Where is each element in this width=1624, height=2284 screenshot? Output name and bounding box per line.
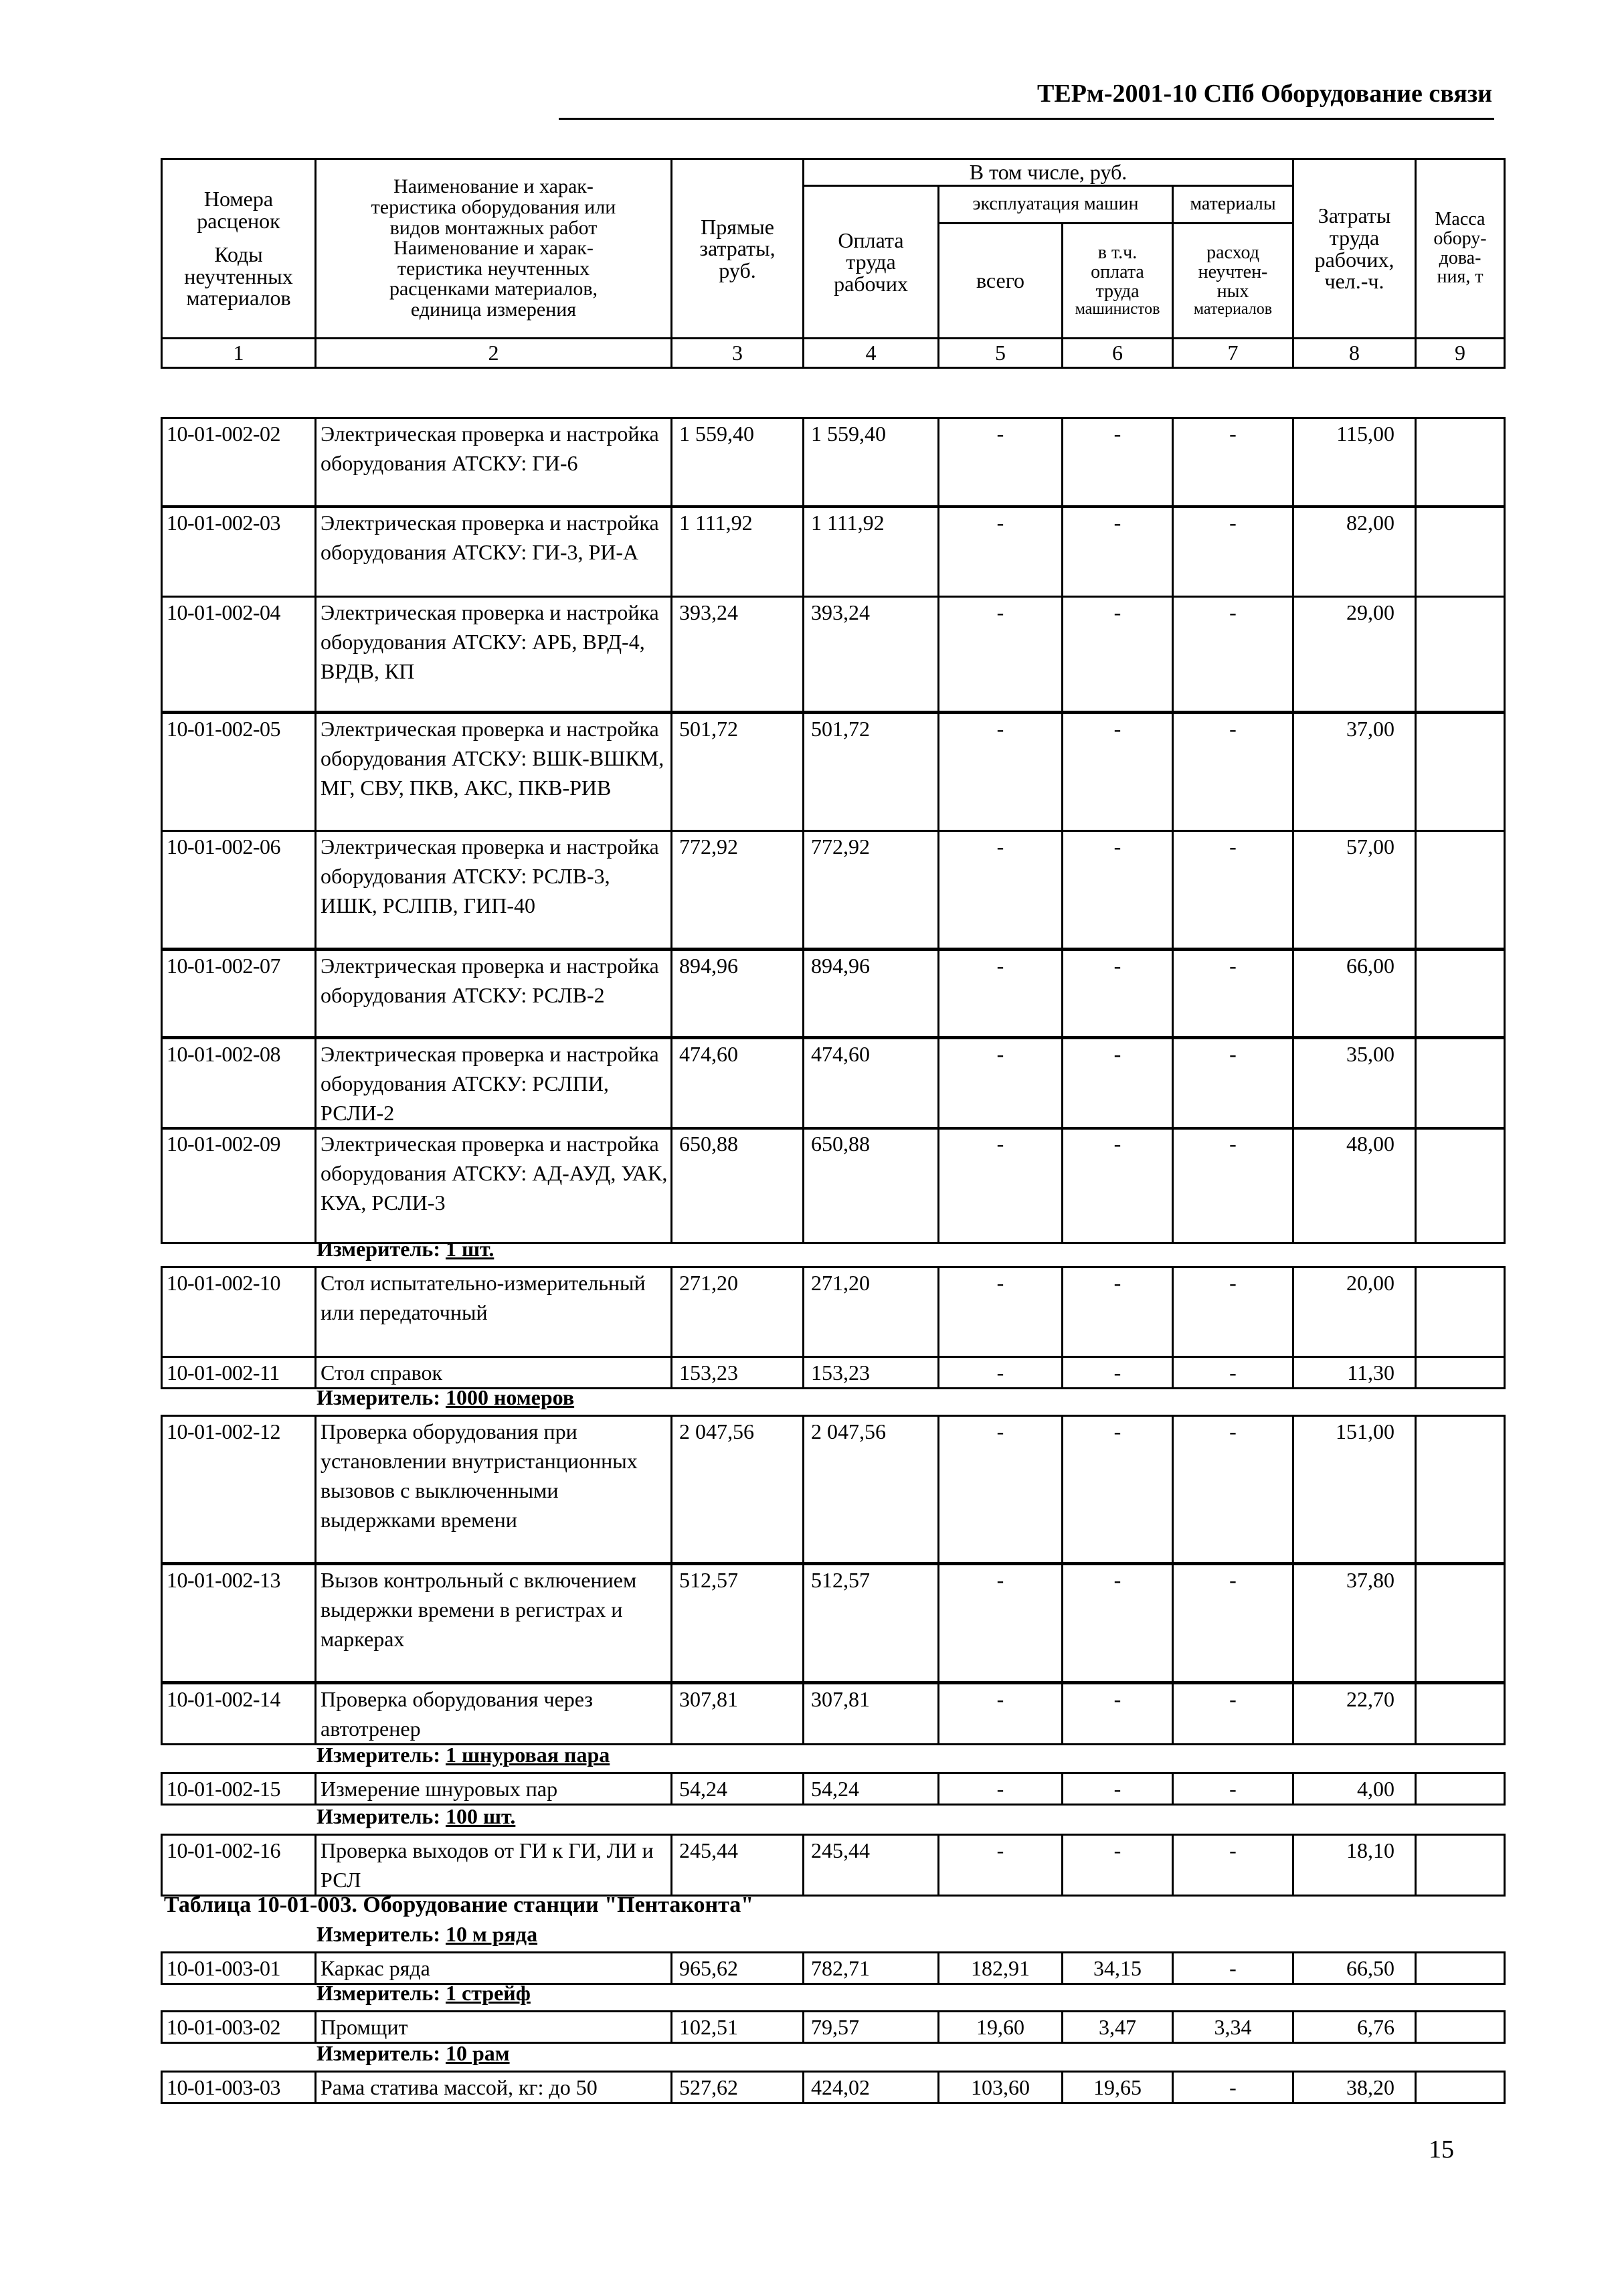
equipment-mass [1416,2012,1505,2043]
work-name: Электрическая проверка и настройка оборудования АТСКУ: ВШК-ВШКМ, МГ, СВУ, ПКВ, АКС, ПКВ-РИВ [316,713,672,831]
labor-hours: 4,00 [1293,1773,1416,1805]
direct-costs: 271,20 [672,1267,804,1357]
rate-code: 10-01-002-16 [162,1835,316,1896]
direct-costs: 501,72 [672,713,804,831]
labor-pay: 153,23 [804,1357,939,1389]
rate-code: 10-01-002-11 [162,1357,316,1389]
machinist-pay: - [1063,713,1173,831]
labor-pay: 245,44 [804,1835,939,1896]
machinist-pay: - [1063,507,1173,597]
rate-code: 10-01-002-03 [162,507,316,597]
header-mass: Масса обору- дова- ния, т [1416,159,1505,339]
labor-hours: 57,00 [1293,831,1416,949]
table-row [161,1772,1506,1806]
machinist-pay: 3,47 [1063,2012,1173,2043]
labor-pay: 772,92 [804,831,939,949]
material-costs: - [1173,597,1293,712]
rate-code: 10-01-003-01 [162,1953,316,1984]
header-rule [559,118,1494,120]
colnum-9: 9 [1416,339,1505,368]
table-row [161,1037,1506,1130]
rate-code: 10-01-002-04 [162,597,316,712]
header-machines-total: всего [939,224,1063,339]
measure-label: Измеритель: 1 стрейф [317,1981,531,2005]
labor-hours: 35,00 [1293,1039,1416,1129]
machine-costs: - [939,418,1063,507]
machine-costs: - [939,831,1063,949]
equipment-mass [1416,597,1505,712]
direct-costs: 965,62 [672,1953,804,1984]
direct-costs: 307,81 [672,1684,804,1745]
machinist-pay: - [1063,1835,1173,1896]
colnum-1: 1 [162,339,316,368]
labor-hours: 115,00 [1293,418,1416,507]
rate-code: 10-01-002-06 [162,831,316,949]
material-costs: - [1173,1565,1293,1682]
material-costs: - [1173,1357,1293,1389]
equipment-mass [1416,831,1505,949]
machinist-pay: - [1063,1039,1173,1129]
material-costs: - [1173,713,1293,831]
measure-label: Измеритель: 1 шт. [317,1237,494,1261]
equipment-mass [1416,418,1505,507]
work-name: Электрическая проверка и настройка оборудования АТСКУ: АД-АУД, УАК, КУА, РСЛИ-3 [316,1128,672,1243]
equipment-mass [1416,1128,1505,1243]
rate-code: 10-01-003-03 [162,2072,316,2103]
labor-hours: 22,70 [1293,1684,1416,1745]
table-row [161,2010,1506,2044]
direct-costs: 527,62 [672,2072,804,2103]
machine-costs: - [939,1684,1063,1745]
material-costs: - [1173,1128,1293,1243]
equipment-mass [1416,1684,1505,1745]
material-costs: - [1173,831,1293,949]
page-number: 15 [1429,2135,1454,2164]
labor-pay: 474,60 [804,1039,939,1129]
running-header: ТЕРм-2001-10 СПб Оборудование связи [1037,80,1492,108]
material-costs: - [1173,2072,1293,2103]
equipment-mass [1416,1953,1505,1984]
colnum-4: 4 [804,339,939,368]
colnum-2: 2 [316,339,672,368]
direct-costs: 512,57 [672,1565,804,1682]
table-row [161,2071,1506,2104]
direct-costs: 474,60 [672,1039,804,1129]
rate-code: 10-01-002-14 [162,1684,316,1745]
rate-code: 10-01-002-09 [162,1128,316,1243]
rate-code: 10-01-002-15 [162,1773,316,1805]
machine-costs: 182,91 [939,1953,1063,1984]
labor-pay: 54,24 [804,1773,939,1805]
equipment-mass [1416,1039,1505,1129]
colnum-8: 8 [1293,339,1416,368]
equipment-mass [1416,1416,1505,1563]
labor-pay: 271,20 [804,1267,939,1357]
material-costs: - [1173,1773,1293,1805]
header-machinist-pay: в т.ч. оплата труда машинистов [1063,224,1173,339]
machinist-pay: 34,15 [1063,1953,1173,1984]
direct-costs: 894,96 [672,950,804,1037]
labor-hours: 82,00 [1293,507,1416,597]
labor-hours: 37,00 [1293,713,1416,831]
machinist-pay: - [1063,418,1173,507]
header-labor-pay: Оплата труда рабочих [804,186,939,339]
header-machines: эксплуатация машин [939,186,1173,224]
labor-pay: 501,72 [804,713,939,831]
machinist-pay: - [1063,1357,1173,1389]
material-costs: - [1173,950,1293,1037]
equipment-mass [1416,1357,1505,1389]
direct-costs: 245,44 [672,1835,804,1896]
equipment-mass [1416,950,1505,1037]
labor-pay: 894,96 [804,950,939,1037]
labor-pay: 1 111,92 [804,507,939,597]
table-row [161,1127,1506,1244]
measure-label: Измеритель: 1000 номеров [317,1385,575,1409]
labor-pay: 424,02 [804,2072,939,2103]
machine-costs: - [939,1039,1063,1129]
material-costs: - [1173,1953,1293,1984]
machine-costs: - [939,1835,1063,1896]
header-materials: материалы [1173,186,1293,224]
material-costs: - [1173,1267,1293,1357]
labor-hours: 38,20 [1293,2072,1416,2103]
work-name: Стол испытательно-измерительный или передаточный [316,1267,672,1357]
labor-pay: 393,24 [804,597,939,712]
machine-costs: - [939,1773,1063,1805]
equipment-mass [1416,1565,1505,1682]
direct-costs: 393,24 [672,597,804,712]
table-row [161,712,1506,832]
table-row [161,506,1506,598]
labor-pay: 650,88 [804,1128,939,1243]
machine-costs: 103,60 [939,2072,1063,2103]
table-row [161,1563,1506,1683]
material-costs: - [1173,418,1293,507]
work-name: Измерение шнуровых пар [316,1773,672,1805]
direct-costs: 153,23 [672,1357,804,1389]
equipment-mass [1416,713,1505,831]
table-row [161,1356,1506,1389]
table-caption: Таблица 10-01-003. Оборудование станции "Пентаконта" [164,1893,754,1917]
rate-code: 10-01-002-05 [162,713,316,831]
labor-pay: 307,81 [804,1684,939,1745]
equipment-mass [1416,507,1505,597]
machinist-pay: - [1063,597,1173,712]
rate-code: 10-01-002-12 [162,1416,316,1563]
table-row [161,417,1506,507]
material-costs: 3,34 [1173,2012,1293,2043]
table-row [161,1682,1506,1745]
material-costs: - [1173,1416,1293,1563]
work-name: Проверка оборудования при установлении внутристанционных вызовов с выключенными выдержками времени [316,1416,672,1563]
work-name: Электрическая проверка и настройка оборудования АТСКУ: АРБ, ВРД-4, ВРДВ, КП [316,597,672,712]
labor-hours: 37,80 [1293,1565,1416,1682]
work-name: Проверка выходов от ГИ к ГИ, ЛИ и РСЛ [316,1835,672,1896]
labor-pay: 79,57 [804,2012,939,2043]
direct-costs: 54,24 [672,1773,804,1805]
work-name: Электрическая проверка и настройка оборудования АТСКУ: РСЛВ-2 [316,950,672,1037]
machinist-pay: - [1063,831,1173,949]
table-row [161,830,1506,950]
direct-costs: 2 047,56 [672,1416,804,1563]
machinist-pay: - [1063,1684,1173,1745]
machine-costs: - [939,507,1063,597]
work-name: Стол справок [316,1357,672,1389]
rate-code: 10-01-002-08 [162,1039,316,1129]
labor-hours: 66,00 [1293,950,1416,1037]
colnum-7: 7 [1173,339,1293,368]
direct-costs: 102,51 [672,2012,804,2043]
table-row [161,596,1506,713]
machinist-pay: - [1063,1565,1173,1682]
direct-costs: 772,92 [672,831,804,949]
direct-costs: 1 559,40 [672,418,804,507]
equipment-mass [1416,1835,1505,1896]
labor-hours: 18,10 [1293,1835,1416,1896]
measure-label: Измеритель: 10 м ряда [317,1922,538,1946]
machine-costs: - [939,597,1063,712]
rate-code: 10-01-002-13 [162,1565,316,1682]
direct-costs: 1 111,92 [672,507,804,597]
work-name: Электрическая проверка и настройка оборудования АТСКУ: ГИ-3, РИ-А [316,507,672,597]
rate-code: 10-01-002-07 [162,950,316,1037]
table-row [161,949,1506,1038]
equipment-mass [1416,2072,1505,2103]
labor-pay: 1 559,40 [804,418,939,507]
table-row [161,1415,1506,1564]
machinist-pay: - [1063,950,1173,1037]
work-name: Проверка оборудования через автотренер [316,1684,672,1745]
labor-hours: 151,00 [1293,1416,1416,1563]
rate-code: 10-01-002-02 [162,418,316,507]
labor-hours: 6,76 [1293,2012,1416,2043]
header-unaccounted-materials: расход неучтен- ных материалов [1173,224,1293,339]
measure-label: Измеритель: 100 шт. [317,1804,516,1828]
table-row [161,1266,1506,1358]
measure-label: Измеритель: 10 рам [317,2041,510,2065]
header-codes: Номера расценок Коды неучтенных материалов [162,159,316,339]
labor-pay: 2 047,56 [804,1416,939,1563]
machine-costs: - [939,1416,1063,1563]
table-row [161,1951,1506,1985]
labor-hours: 29,00 [1293,597,1416,712]
header-labor-hours: Затраты труда рабочих, чел.-ч. [1293,159,1416,339]
material-costs: - [1173,1039,1293,1129]
colnum-3: 3 [672,339,804,368]
header-names: Наименование и харак- теристика оборудования или видов монтажных работ Наименование и харак- теристика неучтенных расценками материалов, единица измерения [316,159,672,339]
work-name: Рама статива массой, кг: до 50 [316,2072,672,2103]
machinist-pay: - [1063,1128,1173,1243]
labor-hours: 11,30 [1293,1357,1416,1389]
labor-hours: 48,00 [1293,1128,1416,1243]
machine-costs: - [939,1357,1063,1389]
header-direct-costs: Прямые затраты, руб. [672,159,804,339]
work-name: Электрическая проверка и настройка оборудования АТСКУ: РСЛВ-3, ИШК, РСЛПВ, ГИП-40 [316,831,672,949]
header-group: В том числе, руб. [804,159,1293,186]
work-name: Каркас ряда [316,1953,672,1984]
material-costs: - [1173,1684,1293,1745]
labor-pay: 512,57 [804,1565,939,1682]
table-row [161,1834,1506,1897]
material-costs: - [1173,507,1293,597]
machine-costs: - [939,1565,1063,1682]
work-name: Промщит [316,2012,672,2043]
work-name: Вызов контрольный с включением выдержки времени в регистрах и маркерах [316,1565,672,1682]
material-costs: - [1173,1835,1293,1896]
labor-pay: 782,71 [804,1953,939,1984]
machine-costs: 19,60 [939,2012,1063,2043]
equipment-mass [1416,1773,1505,1805]
machinist-pay: - [1063,1416,1173,1563]
rate-code: 10-01-002-10 [162,1267,316,1357]
machine-costs: - [939,950,1063,1037]
labor-hours: 66,50 [1293,1953,1416,1984]
direct-costs: 650,88 [672,1128,804,1243]
machine-costs: - [939,713,1063,831]
equipment-mass [1416,1267,1505,1357]
colnum-6: 6 [1063,339,1173,368]
work-name: Электрическая проверка и настройка оборудования АТСКУ: РСЛПИ, РСЛИ-2 [316,1039,672,1129]
measure-label: Измеритель: 1 шнуровая пара [317,1743,610,1767]
machinist-pay: 19,65 [1063,2072,1173,2103]
work-name: Электрическая проверка и настройка оборудования АТСКУ: ГИ-6 [316,418,672,507]
machine-costs: - [939,1128,1063,1243]
colnum-5: 5 [939,339,1063,368]
machine-costs: - [939,1267,1063,1357]
column-header-table [161,158,1506,369]
machinist-pay: - [1063,1773,1173,1805]
labor-hours: 20,00 [1293,1267,1416,1357]
rate-code: 10-01-003-02 [162,2012,316,2043]
machinist-pay: - [1063,1267,1173,1357]
